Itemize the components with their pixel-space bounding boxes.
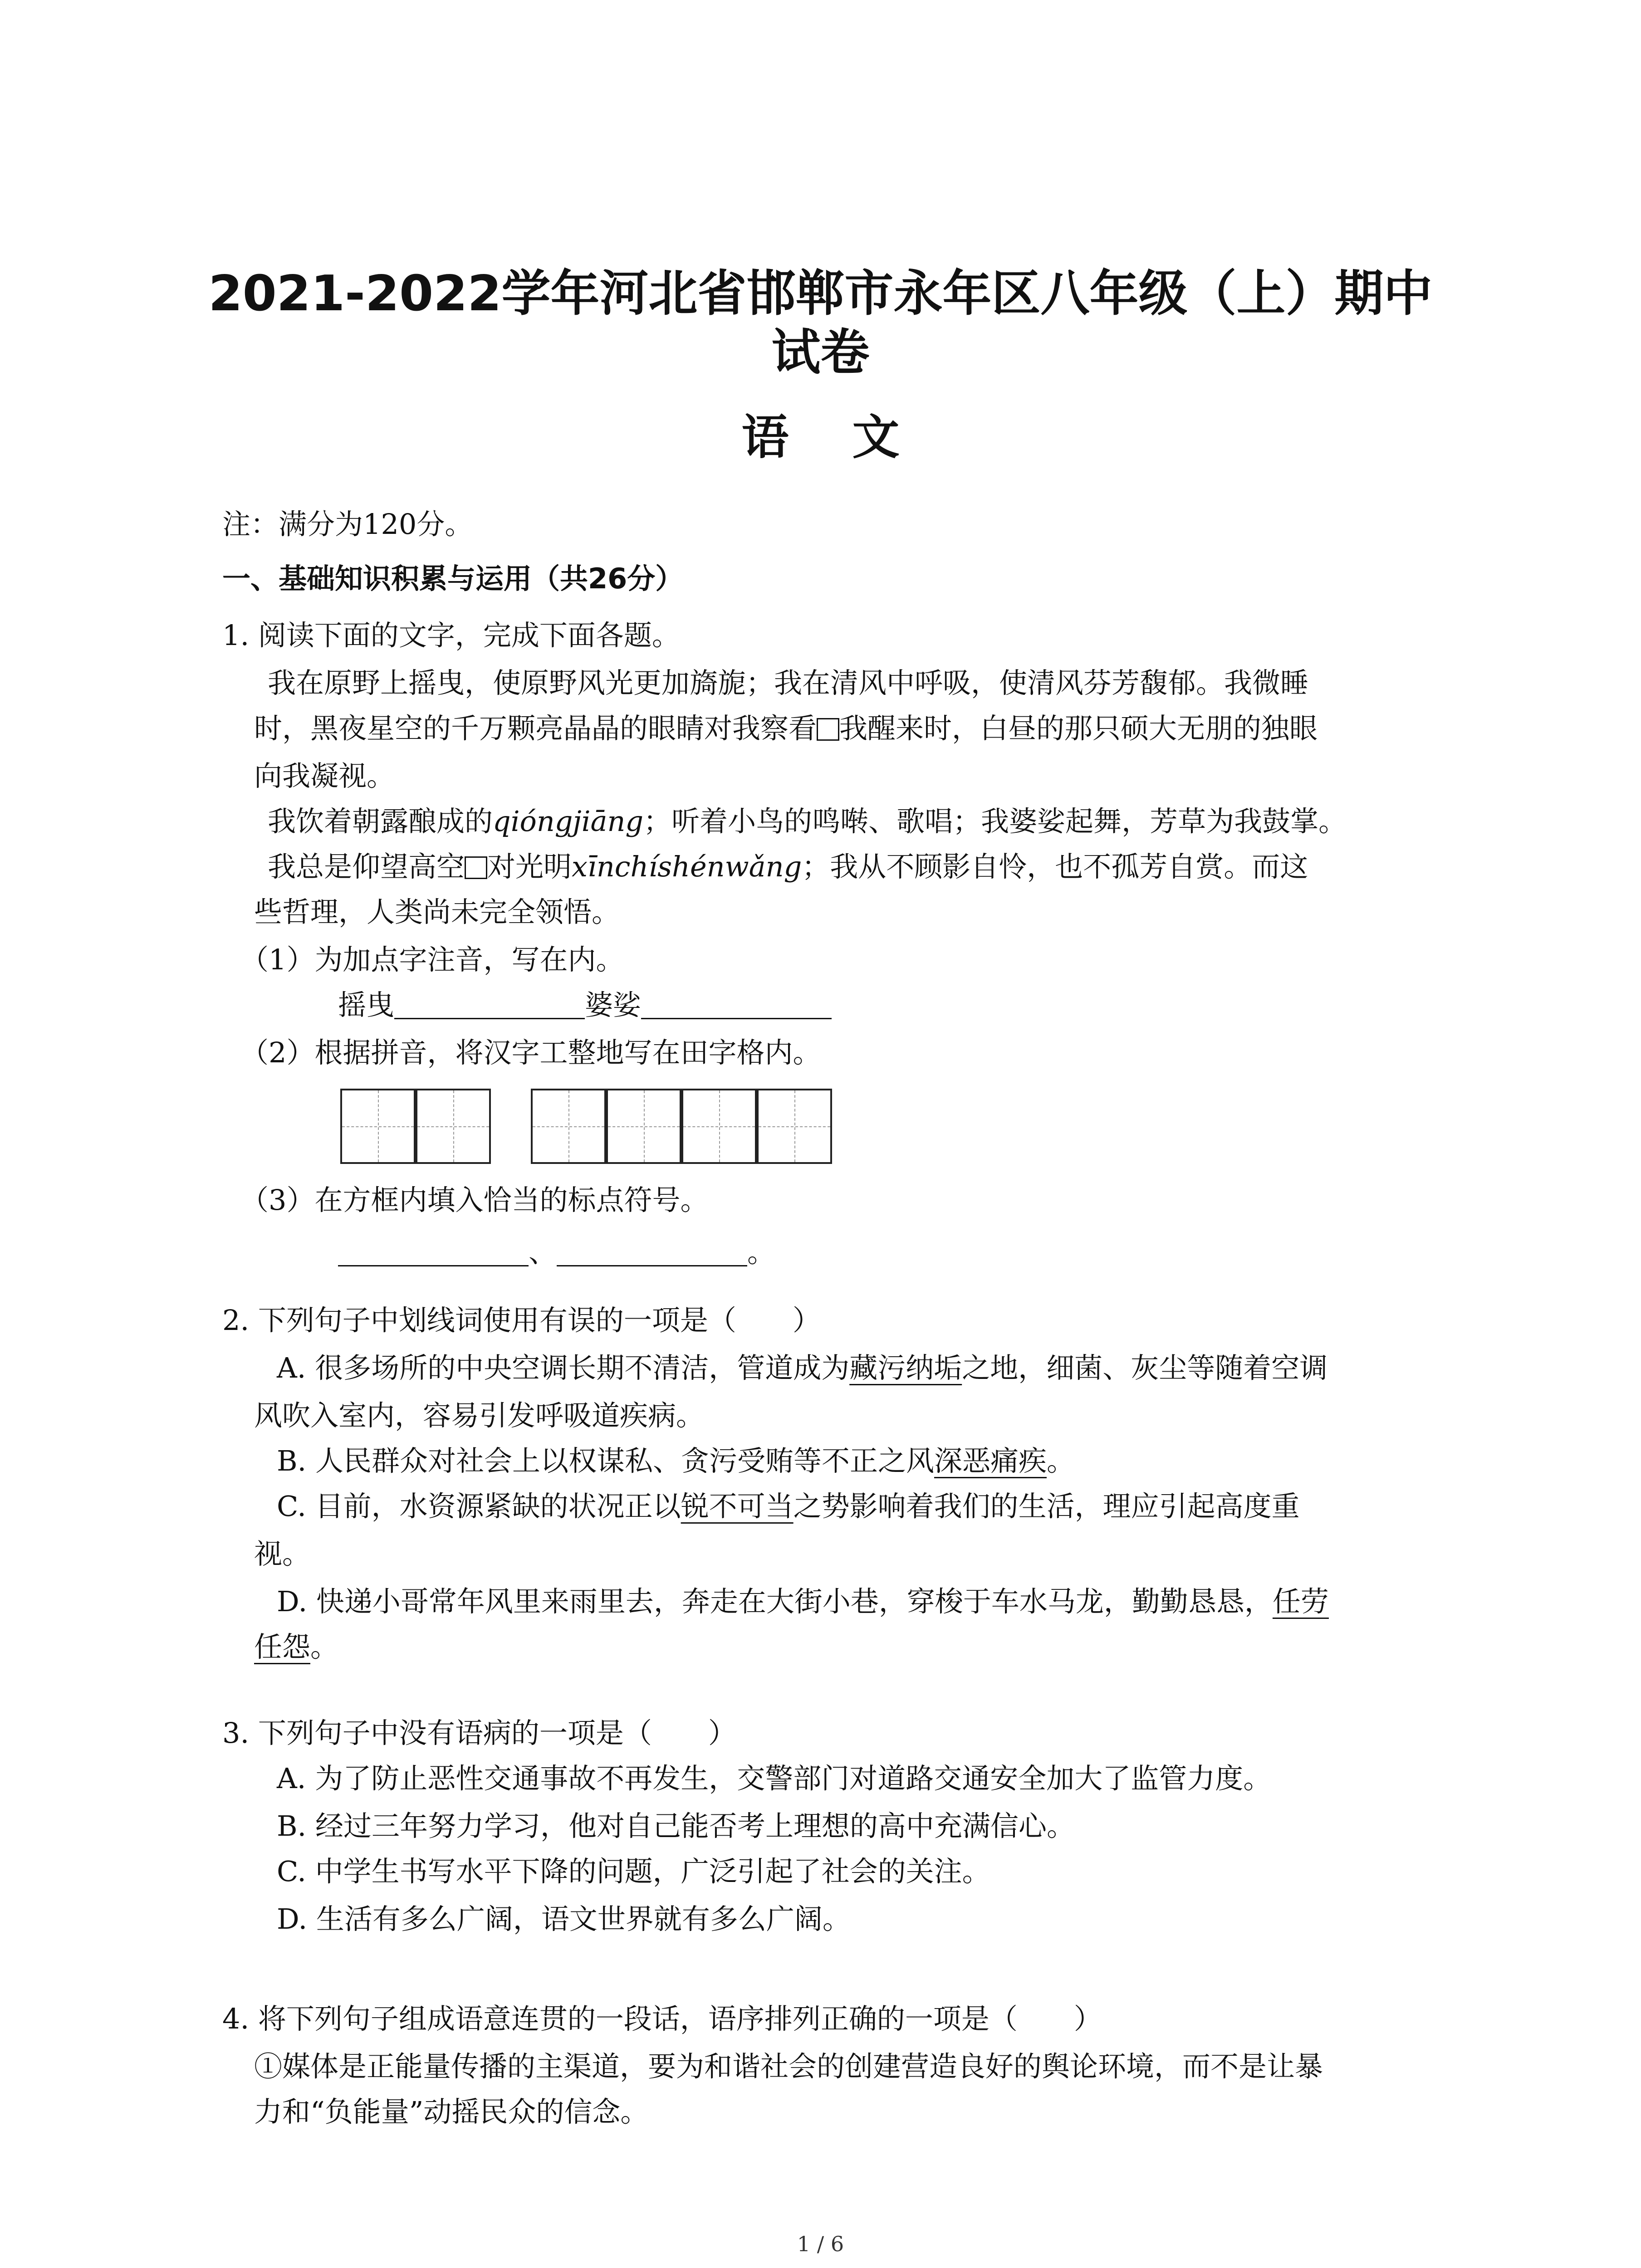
q4-sentence-1-cont: 力和“负能量”动摇民众的信念。 (254, 2095, 649, 2128)
q1-text: ；我从不顾影自怜，也不孤芳自赏。而这 (802, 850, 1308, 883)
q3-option-b[interactable]: B. 经过三年努力学习，他对自己能否考上理想的高中充满信心。 (277, 1809, 1075, 1843)
answer-blank[interactable] (394, 994, 585, 1019)
tianzige-cell[interactable] (681, 1089, 757, 1164)
q1-passage-line (268, 850, 1308, 883)
option-text: A. 很多场所的中央空调长期不清洁，管道成为 (277, 1351, 850, 1384)
end-mark: 。 (747, 1236, 776, 1269)
score-note: 注：满分为120分。 (222, 508, 473, 541)
tianzige-cell[interactable] (416, 1089, 491, 1164)
q1-text: 时，黑夜星空的千万颗亮晶晶的眼睛对我察看 (254, 712, 817, 745)
tianzige-cell[interactable] (606, 1089, 681, 1164)
q1-passage-line (268, 807, 1347, 836)
pinyin-text: qióngjiāng (493, 805, 644, 838)
underlined-word: 藏污纳垢 (849, 1351, 962, 1384)
separator: 、 (529, 1236, 557, 1269)
underlined-word: 锐不可当 (681, 1490, 794, 1523)
page-number: 1 / 6 (797, 2232, 844, 2256)
tianzige-cell[interactable] (340, 1089, 416, 1164)
q3-option-d[interactable]: D. 生活有多么广阔，语文世界就有多么广阔。 (277, 1902, 851, 1936)
q1-text: 对光明 (487, 850, 572, 883)
q2-stem: 2. 下列句子中划线词使用有误的一项是（ ） (222, 1304, 821, 1337)
q1-text: 我总是仰望高空 (268, 850, 465, 883)
q1-text: ；听着小鸟的鸣啭、歌唱；我婆娑起舞，芳草为我鼓掌。 (643, 805, 1347, 838)
q1-passage-line: 些哲理，人类尚未完全领悟。 (254, 895, 620, 929)
answer-blank[interactable] (641, 994, 832, 1019)
option-text: 。 (310, 1630, 339, 1663)
q4-sentence-1: ①媒体是正能量传播的主渠道，要为和谐社会的创建营造良好的舆论环境，而不是让暴 (254, 2050, 1323, 2083)
q1-passage-line: 向我凝视。 (254, 759, 395, 792)
option-text: 之地，细菌、灰尘等随着空调 (962, 1351, 1328, 1384)
section-heading: 一、基础知识积累与运用（共26分） (222, 562, 684, 595)
q1-sub1: （1）为加点字注音，写在内。 (240, 943, 624, 976)
q2-option-c-cont: 视。 (254, 1537, 311, 1570)
q2-option-a[interactable] (277, 1351, 1328, 1384)
tianzige-cell[interactable] (757, 1089, 832, 1164)
option-text: D. 快递小哥常年风里来雨里去，奔走在大街小巷，穿梭于车水马龙，勤勤恳恳， (277, 1585, 1273, 1618)
punctuation-box[interactable] (817, 718, 839, 741)
q2-option-a-cont: 风吹入室内，容易引发呼吸道疾病。 (254, 1399, 705, 1432)
q3-option-c[interactable]: C. 中学生书写水平下降的问题，广泛引起了社会的关注。 (277, 1855, 990, 1888)
q2-option-d-cont (254, 1630, 339, 1663)
q1-passage-line (254, 714, 1318, 743)
exam-title-line1: 2021-2022学年河北省邯郸市永年区八年级（上）期中 (208, 265, 1433, 322)
q3-option-a[interactable]: A. 为了防止恶性交通事故不再发生，交警部门对道路交通安全加大了监管力度。 (277, 1762, 1272, 1795)
q1-sub1-answers (338, 988, 832, 1022)
q2-option-d[interactable] (277, 1585, 1329, 1618)
option-text: 。 (1047, 1444, 1075, 1477)
q1-sub2: （2）根据拼音，将汉字工整地写在田字格内。 (240, 1036, 821, 1069)
word-yaoye: 摇曳 (338, 988, 395, 1022)
word-posuo: 婆娑 (585, 988, 642, 1022)
option-text: 之势影响着我们的生活，理应引起高度重 (793, 1490, 1300, 1523)
underlined-word: 任劳 (1272, 1585, 1329, 1618)
q1-text: 我醒来时，白昼的那只硕大无朋的独眼 (839, 712, 1318, 745)
subject-title: 语文 (741, 410, 963, 465)
underlined-word: 深恶痛疾 (934, 1444, 1047, 1477)
q4-stem: 4. 将下列句子组成语意连贯的一段话，语序排列正确的一项是（ ） (222, 2002, 1102, 2035)
exam-title-line2: 试卷 (771, 324, 870, 381)
pinyin-text: xīnchíshénwǎng (572, 850, 802, 883)
q1-sub3-answers (338, 1236, 776, 1269)
option-text: B. 人民群众对社会上以权谋私、贪污受贿等不正之风 (277, 1444, 934, 1477)
q1-sub3: （3）在方框内填入恰当的标点符号。 (240, 1183, 709, 1217)
underlined-word: 任怨 (254, 1630, 311, 1663)
q3-stem: 3. 下列句子中没有语病的一项是（ ） (222, 1716, 736, 1750)
option-text: C. 目前，水资源紧缺的状况正以 (277, 1490, 681, 1523)
tianzige-cell[interactable] (531, 1089, 606, 1164)
q2-option-c[interactable] (277, 1490, 1300, 1523)
punctuation-box[interactable] (465, 856, 487, 879)
answer-blank[interactable] (338, 1242, 529, 1266)
q1-passage-line: 我在原野上摇曳，使原野风光更加旖旎；我在清风中呼吸，使清风芬芳馥郁。我微睡 (268, 666, 1309, 699)
q1-stem: 1. 阅读下面的文字，完成下面各题。 (222, 619, 680, 652)
answer-blank[interactable] (557, 1242, 747, 1266)
q2-option-b[interactable] (277, 1444, 1075, 1477)
q1-text: 我饮着朝露酿成的 (268, 805, 493, 838)
